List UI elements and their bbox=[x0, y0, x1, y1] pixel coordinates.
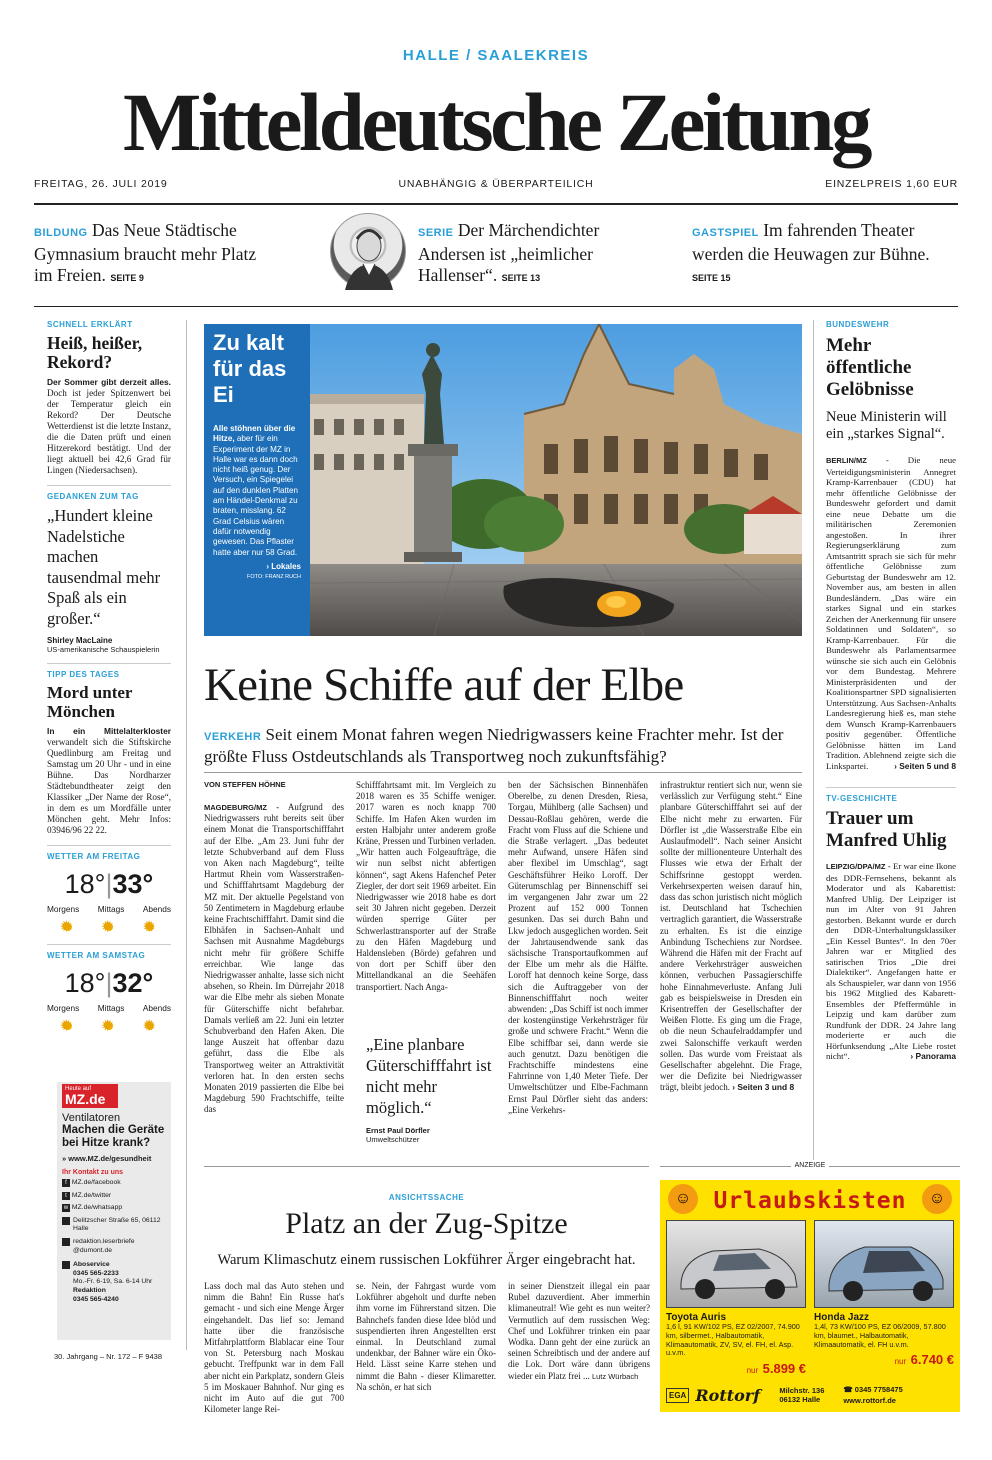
weather-label: Abends bbox=[142, 904, 171, 914]
rottorf-logo: Rottorf bbox=[695, 1385, 761, 1405]
mz-link[interactable]: » www.MZ.de/gesundheit bbox=[62, 1154, 152, 1163]
weather-label: Mittags bbox=[97, 904, 125, 914]
abo-phone: 0345 565-2233 bbox=[73, 1269, 119, 1277]
bw-dateline: BERLIN/MZ bbox=[826, 456, 867, 465]
lead-dateline: MAGDEBURG/MZ bbox=[204, 803, 267, 812]
mz-online-box[interactable] bbox=[57, 1082, 171, 1340]
lead-link[interactable]: › Seiten 3 und 8 bbox=[732, 1082, 795, 1093]
twitter-icon: t bbox=[62, 1192, 70, 1200]
sun-icon bbox=[61, 1019, 75, 1033]
bottom-col-2 bbox=[356, 1281, 496, 1393]
contact-abo[interactable] bbox=[62, 1261, 166, 1304]
weather-sat-kicker: WETTER AM SAMSTAG bbox=[47, 951, 146, 960]
temp-high: 32° bbox=[112, 968, 154, 998]
bw-subhead: Neue Ministerin will ein „starkes Signal“. bbox=[826, 409, 947, 442]
tv-link[interactable]: › Panorama bbox=[910, 1051, 956, 1061]
divider bbox=[826, 787, 956, 788]
pull-quote-author: Ernst Paul Dörfler bbox=[366, 1126, 430, 1135]
weather-label: Mittags bbox=[97, 1003, 125, 1013]
car-spec: 1,4l, 73 KW/100 PS, EZ 06/2009, 57.800 km, blaumet., Halbautomatik, Klimaautomatik, el. FH u.v.m. bbox=[814, 1322, 946, 1349]
teaser-page: SEITE 13 bbox=[501, 273, 541, 283]
bottom-text: se. Nein, der Fahrgast wurde vom Lokführer abgeholt und durfte neben ihm vorne im Führerstand sitzen. Die Bahnchefs fanden diese Idee blöd und suspendierten ihren Angestellten erst einmal. In Deutschland zumal undenkbar, der Bahner wäre ein Öko-Held. Lässt seine Karre stehen und nimmt die Bahn - dieser Klimaretter. Na schön, er hat sich bbox=[356, 1281, 496, 1392]
teaser-kicker: SERIE bbox=[418, 227, 454, 239]
price-prefix: nur bbox=[746, 1366, 759, 1376]
teaser-gastspiel[interactable] bbox=[692, 220, 954, 289]
tip-headline[interactable]: Mord unter Mönchen bbox=[47, 683, 133, 721]
teaser-serie[interactable] bbox=[418, 220, 640, 289]
photo-caption: aber für ein Experiment der MZ in Halle war es dann doch nicht heiß genug. Der Versuch, ein Spiegelei auf den dunklen Platten am Händel-Denkmal zu braten, misslang. 62 Grad Celsius wären dafür notwendig gewesen. Das Pflaster hatte aber nur 58 Grad. bbox=[213, 434, 299, 557]
mz-badge-text: MZ.de bbox=[65, 1091, 106, 1107]
dealer-address: Milchstr. 136 06132 Halle bbox=[779, 1386, 825, 1405]
mz-badge bbox=[62, 1084, 118, 1108]
bw-link[interactable]: › Seiten 5 und 8 bbox=[894, 760, 956, 771]
ad-label-text: ANZEIGE bbox=[791, 1162, 830, 1169]
bottom-text: in seiner Dienstzeit illegal ein paar Rubel dazuverdient. Aber immerhin klimaneutral! Wie geht es nun weiter? Vermutlich auf dem russischen Weg: Chef und Lokführer trinken ein paar Wodka. Dann geht der eine zurück an seinen Schreibtisch und der andere auf die Lok. Dort wäre dann übrigens wieder ein Platz frei ... bbox=[508, 1281, 650, 1381]
car-price: 6.740 € bbox=[910, 1352, 954, 1368]
contact-facebook[interactable] bbox=[62, 1179, 166, 1188]
lead-byline: VON STEFFEN HÖHNE bbox=[204, 780, 286, 789]
lead-text: ben der Sächsischen Binnenhäfen Oberelbe, zu denen Dresden, Riesa, Torgau, Mühlberg (alle Sachsen) und Dessau-Roßlau gehören, werde die Fracht vom Fluss auf die Schiene und die Straße verlagert. „Das bedeutet mehr Aufwand, unsere Häfen sind aber flexibel im Umschlag“, sagt Geschäftsführer Heiko Loroff. Der Güterumschlag per Binnenschiff sei im vergangenen Jahr zwar um 22 Prozent auf 152 000 Tonnen gesunken. Das sei durch Bahn und Lkw jedoch ausgeglichen worden. Seit der Jahrtausendwende sank das sächsische Transportaufkommen auf der Elbe um mehr als die Hälfte. Loroff hat dennoch keine Sorge, dass sich die Auftraggeber von der Binnenschifffahrt noch weiter abwenden: „Das Schiff ist noch immer der kostengünstige Verkehrsträger für große und schwere Fracht.“ Wenn die Elbe schiffbar sei, dann werde sie auch genutzt. Dazu benötigen die Frachtschiffe mindestens eine Fahrrinne von 1,40 Meter Tiefe. Der Umweltschützer und Elbe-Fachmann Ernst Paul Dörfler sieht das anders: „Eine Verkehrs- bbox=[508, 780, 648, 1115]
newspaper-title[interactable]: Mitteldeutsche Zeitung bbox=[123, 76, 869, 168]
tv-dateline: LEIPZIG/DPA/MZ bbox=[826, 862, 886, 871]
dealer-phone[interactable]: ☎ 0345 7758475 bbox=[843, 1385, 903, 1395]
left-column bbox=[47, 320, 171, 1033]
ad-car-photo bbox=[666, 1220, 806, 1308]
teaser-kicker: GASTSPIEL bbox=[692, 227, 759, 239]
bw-headline[interactable]: Mehr öffentliche Gelöbnisse bbox=[826, 335, 914, 400]
red-phone: 0345 565-4240 bbox=[73, 1295, 119, 1303]
masthead-rule bbox=[34, 203, 958, 205]
bottom-text: Lass doch mal das Auto stehen und nimm die Bahn! Ein Russe hat's gemacht - und sich eine Menge Ärger eingehandelt. Das lief so: Jemand hatte über die französische Mitfahrplattform Blablacar eine Tour von St. Petersburg nach Moskau gebucht. Treffpunkt war in dem Fall aber nicht ein Parkplatz, sondern Gleis 5 im Moskauer Bahnhof. Nur ging es nicht im Auto auf die gut 700 Kilometer lange Rei- bbox=[204, 1281, 344, 1415]
lead-col-2 bbox=[356, 780, 496, 993]
ega-logo: EGA bbox=[666, 1388, 689, 1403]
contact-whatsapp[interactable] bbox=[62, 1204, 166, 1213]
sun-icon bbox=[143, 1019, 157, 1033]
bottom-headline[interactable]: Platz an der Zug-Spitze bbox=[285, 1207, 568, 1240]
mz-topic: Ventilatoren bbox=[62, 1112, 121, 1124]
mz-headline[interactable]: Machen die Geräte bei Hitze krank? bbox=[62, 1124, 165, 1149]
weather-sat-temps: 18°|32° bbox=[64, 968, 154, 998]
weather-fri-kicker: WETTER AM FREITAG bbox=[47, 852, 141, 861]
bottom-kicker: ANSICHTSSACHE bbox=[388, 1193, 465, 1202]
temp-low: 18° bbox=[64, 869, 106, 899]
car-name: Toyota Auris bbox=[666, 1312, 727, 1323]
ad-title: Urlaubskisten bbox=[713, 1188, 907, 1214]
dealer-url[interactable]: www.rottorf.de bbox=[843, 1396, 896, 1406]
column-rule bbox=[186, 320, 187, 1350]
divider bbox=[47, 663, 171, 664]
price: EINZELPREIS 1,60 EUR bbox=[825, 178, 958, 190]
lead-col-1 bbox=[204, 780, 344, 1116]
weather-label: Morgens bbox=[47, 1003, 80, 1013]
explained-headline[interactable]: Heiß, heißer, Rekord? bbox=[47, 333, 143, 372]
right-column bbox=[826, 320, 956, 1062]
car-name: Honda Jazz bbox=[814, 1312, 870, 1323]
phone-icon bbox=[62, 1261, 70, 1269]
bottom-rule bbox=[204, 1166, 649, 1167]
subhead-rule bbox=[204, 772, 802, 773]
tv-headline[interactable]: Trauer um Manfred Uhlig bbox=[826, 808, 947, 851]
teaser-page: SEITE 9 bbox=[110, 273, 144, 283]
quote-role: US-amerikanische Schauspielerin bbox=[47, 645, 160, 654]
contact-text: redaktion.leserbriefe @dumont.de bbox=[73, 1237, 135, 1254]
abo-hours: Mo.-Fr. 6-19, Sa. 6-14 Uhr bbox=[73, 1278, 153, 1286]
lead-kicker: VERKEHR bbox=[204, 731, 262, 743]
teaser-text: Das Neue Städtische Gymnasium braucht mehr Platz im Freien. bbox=[34, 220, 257, 285]
lead-headline[interactable]: Keine Schiffe auf der Elbe bbox=[204, 659, 684, 711]
tv-kicker: TV-GESCHICHTE bbox=[826, 794, 898, 803]
quote-text: „Hundert kleine Nadelstiche machen tausendmal mehr Spaß als ein großer.“ bbox=[47, 506, 161, 628]
sun-smiley-icon: ☺ bbox=[668, 1184, 698, 1214]
bottom-subhead: Warum Klimaschutz einem russischen Lokführer Ärger eingebracht hat. bbox=[217, 1252, 636, 1268]
ad-title-bar bbox=[666, 1186, 954, 1216]
pull-quote-role: Umweltschützer bbox=[366, 1135, 420, 1144]
sun-icon bbox=[102, 1019, 116, 1033]
red-label: Redaktion bbox=[73, 1286, 106, 1294]
lead-col-4 bbox=[660, 780, 802, 1094]
column-rule bbox=[813, 320, 814, 1160]
whatsapp-icon: w bbox=[63, 1205, 69, 1212]
tip-lead: In ein Mittelalterkloster bbox=[47, 726, 171, 736]
bottom-col-3 bbox=[508, 1281, 650, 1382]
photo-credit: FOTO: FRANZ RUCH bbox=[247, 573, 301, 580]
sun-icon bbox=[143, 920, 157, 934]
car-price: 5.899 € bbox=[762, 1361, 806, 1377]
building-icon bbox=[62, 1217, 70, 1225]
ad-box[interactable] bbox=[660, 1180, 960, 1412]
quote-kicker: GEDANKEN ZUM TAG bbox=[47, 492, 139, 501]
divider bbox=[47, 944, 171, 945]
region-label: HALLE / SAALEKREIS bbox=[402, 47, 590, 64]
mz-badge-top: Heute auf bbox=[65, 1086, 92, 1092]
bottom-col-1 bbox=[204, 1281, 344, 1415]
weather-label: Abends bbox=[142, 1003, 171, 1013]
teaser-text: Der Märchendichter Andersen ist „heimlicher Hallenser“. bbox=[418, 220, 600, 285]
andersen-portrait bbox=[330, 213, 406, 289]
bottom-author: Lutz Würbach bbox=[591, 1371, 639, 1381]
weather-label: Morgens bbox=[47, 904, 80, 914]
lead-text: Schifffahrtsamt mit. Im Vergleich zu 2018 waren es 35 Schiffe weniger. 2017 waren es noch knapp 700 Schiffe. Im Hafen Aken wurden im ersten Halbjahr unter anderem große Kräne, Pressen und Turbinen verladen. „Wir hatten auch Folgeaufträge, die wir nun selbst nicht abfertigen können“, sagt Akens Hafenchef Peter Ziegler, der dort seit 1969 arbeitet. Ein Niedrigwasser wie 2018 habe es dort seit 30 Jahren nicht gegeben. Derzeit würden sperrige Güter per Schwerlasttransporter auf der Straße zu den Häfen Magdeburg und Haldensleben (Börde) gefahren und von dort per Schiff über den Mittellandkanal an die Seehäfen transportiert. Nach Anga- bbox=[356, 780, 496, 992]
explained-kicker: SCHNELL ERKLÄRT bbox=[47, 320, 133, 329]
abo-label: Aboservice bbox=[73, 1261, 110, 1269]
ad-label bbox=[660, 1162, 960, 1177]
teaser-kicker: BILDUNG bbox=[34, 227, 88, 239]
portrait-engraving-icon bbox=[331, 214, 407, 290]
explained-lead: Der Sommer gibt derzeit alles. bbox=[47, 377, 171, 387]
pull-quote bbox=[366, 1034, 496, 1144]
bw-kicker: BUNDESWEHR bbox=[826, 320, 890, 329]
explained-body: Doch ist jeder Spitzenwert bei der Temperatur gleich ein Rekord? Der Deutsche Wetterdienst ist die letzte Instanz, die die Daten prüft und einen Hitzerekord bestätigt. Und der liegt aktuell bei 42,6 Grad für Lingen (Niedersachsen). bbox=[47, 388, 172, 475]
price-prefix: nur bbox=[894, 1357, 907, 1367]
facebook-icon: f bbox=[62, 1179, 70, 1187]
bw-body: - Die neue Verteidigungsministerin Annegret Kramp-Karrenbauer (CDU) hat mehr öffentliche Gelöbnisse der Bundeswehr gefordert und damit eine neue Debatte um die militärischen Zeremonien angestoßen. In ihrer Regierungserklärung zum Amtsantritt sprach sie sich für mehr öffentliche Gelöbnisse zum Geburtstag der Bundeswehr am 12. November aus, am besten in allen Bundesländern. „Das wäre ein starkes Signal und ein starkes Zeichen der Anerkennung für unsere Soldatinnen und Soldaten“, so Kramp-Karrenbauer. Für die Bundeswehr als Parlamentsarmee wünsche sie sich auch ein Gelöbnis vor dem Bundestag. Mehrere Ministerpräsidenten und der Koalitionspartner SPD signalisierten Unterstützung. Aus Sachsen-Anhalts Landesregierung hieß es, man stehe dem Wunsch Kramp-Karrenbauers positiv gegenüber. Öffentliche Gelöbnisse hätten im Land Tradition. Ablehnend zeigte sich die Linkspartei. bbox=[826, 455, 957, 771]
divider bbox=[47, 485, 171, 486]
photo-headline[interactable]: Zu kalt für das Ei bbox=[213, 330, 287, 407]
contact-text: MZ.de/whatsapp bbox=[71, 1204, 123, 1212]
divider bbox=[47, 845, 171, 846]
car-spec: 1,6 l, 91 KW/102 PS, EZ 02/2007, 74.900 km, silbermet., Halbautomatik, Klimaautomatik, ZV, SV, el. FH, el. Asp. u.v.m. bbox=[666, 1322, 800, 1358]
lead-text: - Aufgrund des Niedrigwassers ruht bereits seit über einem Monat die Transportschifffahrt auf der Elbe. „Am 23. Juni fuhr der letzte Schubverband auf dem Fluss von Aken nach Magdeburg“, teilte Hartmut Rhein vom Wasserstraßen- und Schifffahrtsamt Magdeburg der MZ mit. Der aktuelle Pegelstand von 50 Zentimetern in Magdeburg erlaube keine Frachtschifffahrt. Damit sind die Elbhäfen in Sachsen-Anhalt und Sachsen mit Ausnahme Magdeburgs nicht mehr für größere Schiffe erreichbar. Wie lange das Niedrigwasser anhalte, lasse sich nicht absehen, so Rhein. Im Dürrejahr 2018 war die Elbe mehr als sieben Monate für Güterschiffe nicht befahrbar. Damals verließ am 22. Juni ein letzter Schubverband den Hafen Aken. Die lange Auszeit hat offenbar dazu geführt, dass die Elbe als Transportweg weiter an Attraktivität verloren hat. In den ersten sechs Monaten 2019 passierten die Elbe bei Magdeburg 590 Frachtschiffe, teilte das bbox=[204, 802, 345, 1115]
temp-high: 33° bbox=[112, 869, 154, 899]
quote-author: Shirley MacLaine bbox=[47, 636, 113, 645]
issue-date: FREITAG, 26. JULI 2019 bbox=[34, 178, 168, 190]
ad-car-photo bbox=[814, 1220, 954, 1308]
contact-text: MZ.de/facebook bbox=[71, 1179, 121, 1186]
tip-kicker: TIPP DES TAGES bbox=[47, 670, 120, 679]
photo-link[interactable]: › Lokales bbox=[266, 561, 301, 571]
lead-col-3 bbox=[508, 780, 648, 1116]
teaser-rule bbox=[34, 306, 958, 307]
pull-quote-text: „Eine planbare Güterschifffahrt ist nicht mehr möglich.“ bbox=[366, 1035, 492, 1117]
issue-footer: 30. Jahrgang – Nr. 172 – F 9438 bbox=[54, 1352, 162, 1361]
sun-icon bbox=[102, 920, 116, 934]
contact-twitter[interactable] bbox=[62, 1192, 166, 1201]
car-icon bbox=[667, 1221, 806, 1308]
sun-icon bbox=[61, 920, 75, 934]
tv-body: - Er war eine Ikone des DDR-Fernsehens, bekannt als Moderator und als Kabarettist: Manfred Uhlig. Der Leipziger ist nun im Alter von 91 Jahren gestorben. Bekannt wurde er durch den DDR-Unterhaltungsklassiker „Ein Kessel Buntes“. In den 70er Jahren war er Mitglied des satirischen Trios „Die drei Dialektiker“. Angefangen hatte er als Schauspieler, war dann von 1956 bis 1962 Mitglied des Kabarett-Ensembles der Pfeffermühle in Leipzig und kam darüber zum Rundfunk der DDR. 24 Jahre lang moderierte er auch die Hörfunksendung „Alte Liebe rostet nicht“. bbox=[826, 861, 956, 1061]
contact-email[interactable] bbox=[62, 1238, 166, 1255]
teaser-bildung[interactable] bbox=[34, 220, 274, 289]
mail-icon bbox=[62, 1238, 70, 1246]
contact-address bbox=[62, 1217, 166, 1234]
sun-smiley-icon: ☺ bbox=[922, 1184, 952, 1214]
tagline: UNABHÄNGIG & ÜBERPARTEILICH bbox=[398, 178, 594, 190]
tip-body: verwandelt sich die Stiftskirche Quedlinburg am Freitag und Samstag um 20 Uhr - und in eine Bühne. Das Nordharzer Städtebundtheater zeigt den Klassiker „Der Name der Rose“, in dem es um Mordfälle unter Mönchen geht. Mehr Infos: 03946/96 22 22. bbox=[47, 737, 171, 835]
weather-fri-temps: 18°|33° bbox=[64, 869, 154, 899]
teaser-page: SEITE 15 bbox=[692, 273, 731, 283]
photo-caption-box bbox=[204, 324, 310, 636]
temp-low: 18° bbox=[64, 968, 106, 998]
lead-subhead bbox=[204, 725, 804, 767]
teaser-text: Im fahrenden Theater werden die Heuwagen zur Bühne. bbox=[692, 220, 930, 264]
car-icon bbox=[815, 1221, 954, 1308]
photo-lead: Alle stöhnen über die Hitze, bbox=[213, 424, 296, 444]
lead-text: infrastruktur rentiert sich nur, wenn sie verlässlich zur Verfügung steht.“ Eine planbare Güterschifffahrt sei auf der Elbe nicht mehr zu erwarten. Für Dörfler ist „die Wasserstraße Elbe ein Auslaufmodell“. Nach seiner Ansicht sollte der millionenteure Unterhalt des Flusses wie etwa der Erhalt der Schiffsrinne gestoppt werden. Verkehrsexperten weisen darauf hin, dass das schon juristisch nicht möglich ist. Deutschland hat Tschechien vertraglich garantiert, die Wasserstraße zu erhalten. Es ist die einzige Anbindung Tschechiens zur Nordsee. Während die Häfen mit der Fracht auf andere Verkehrsträger ausweichen können, verbuchen Passagierschiffe hohe Einnahmeverluste. Anfang Juli gab es beispielsweise in Dresden ein Krisentreffen der Gesellschafter der Weißen Flotte. Es ging um die Frage, ob die neun Schaufelraddampfer und zwei Salonschiffe verkauft werden sollen. Das wurde vom Freistaat als Gesellschafter abgelehnt. Die Frage, wer die Defizite bei Niedrigwasser trägt, bleibt jedoch. bbox=[660, 780, 802, 1093]
lead-subhead-text: Seit einem Monat fahren wegen Niedrigwassers keine Frachter mehr. Ist der größte Fluss Ostdeutschlands als Transportweg noch zukunftsfähig? bbox=[204, 725, 784, 766]
contact-title: Ihr Kontakt zu uns bbox=[62, 1169, 124, 1176]
contact-text: MZ.de/twitter bbox=[71, 1191, 112, 1199]
contact-text: Delitzscher Straße 65, 06112 Halle bbox=[73, 1216, 161, 1233]
